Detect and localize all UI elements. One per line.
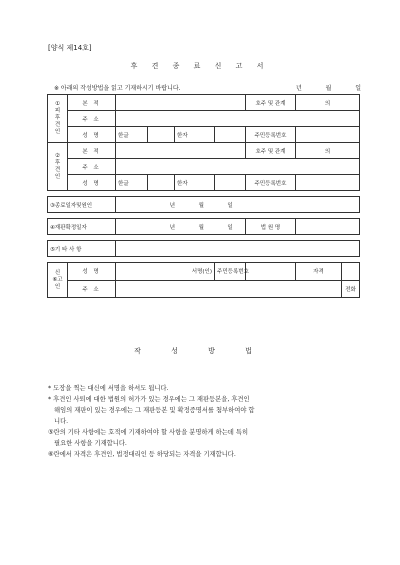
form-number: [양식 제14호] [48,44,92,52]
guide-line: * 도장을 찍는 대신에 서명을 하셔도 됩니다. [48,385,169,392]
year-label: 년 [296,85,302,92]
ward-hangul-field[interactable] [148,127,175,143]
guardian-name-row [48,175,360,191]
guardian-hanja-field[interactable] [215,175,246,191]
end-day-label: 일 [227,202,233,209]
guardian-hangul-field[interactable] [148,175,175,191]
reporter-name-row [48,263,360,281]
notice-text: ※ 아래의 작성방법을 읽고 기재하시기 바랍니다. [54,85,181,92]
ward-domicile-field[interactable] [116,95,246,111]
ward-address-label: 주 소 [68,111,116,127]
ward-hanja-label: 한자 [175,127,215,143]
guardian-head-relation-field[interactable]: 의 [296,143,360,159]
ward-head-relation-label: 호주 및 관계 [246,95,296,111]
end-date-row [48,197,360,213]
guardian-address-field[interactable] [116,159,360,175]
trial-date-field[interactable] [116,219,246,235]
guide-title: 작 성 방 법 [134,347,266,355]
guide-instructions [48,383,368,460]
ward-hanja-field[interactable] [215,127,246,143]
guide-line: 니다. [54,418,69,425]
end-month-label: 월 [198,202,204,209]
reporter-address-row [48,280,360,298]
guardian-resident-no-label: 주민등록번호 [246,175,296,191]
guardian-domicile-row [48,143,360,159]
sign-label: 서명(인) [191,269,212,276]
ward-domicile-label: 본 적 [68,95,116,111]
other-matters-field[interactable] [116,241,360,257]
reporter-name-field[interactable] [116,263,215,281]
reporter-label: 신 ⑥고 인 [48,263,68,298]
month-label: 월 [325,85,332,92]
ward-name-row [48,127,360,143]
ward-address-field[interactable] [116,111,360,127]
day-label: 일 [355,85,361,92]
ward-name-label: 성 명 [68,127,116,143]
other-matters-label: ⑤기 타 사 항 [48,241,116,257]
ward-resident-no-field[interactable] [296,127,360,143]
court-name-label: 법 원 명 [246,219,296,235]
reporter-phone-label: 전화 [342,280,360,298]
court-name-field[interactable] [296,219,360,235]
form-title: 후 견 종 료 신 고 서 [130,62,270,70]
ward-head-relation-field[interactable]: 의 [296,95,360,111]
guardian-head-relation-label: 호주 및 관계 [246,143,296,159]
other-matters-row [48,241,360,257]
reporter-resident-no-field[interactable] [246,263,296,281]
guardian-address-row [48,159,360,175]
reporter-resident-no-label: 주민등록번호 [215,263,246,281]
trial-month-label: 월 [198,224,204,231]
reporter-qualification-label: 자격 [296,263,342,281]
guide-line: 필요한 사항을 기재합니다. [54,440,127,447]
ward-address-row [48,111,360,127]
guardian-hangul-label: 한글 [116,175,148,191]
guardian-address-label: 주 소 [68,159,116,175]
ward-domicile-row [48,95,360,111]
guide-line: ⑤란의 기타 사항에는 호적에 기재하여야 할 사항을 분명하게 하는데 특히 [48,429,249,436]
guide-line: * 후견인 사퇴에 대한 법원의 허가가 있는 경우에는 그 재판등본을, 후견인 [48,396,250,403]
reporter-qualification-field[interactable] [342,263,360,281]
trial-date-label: ④재판확정일자 [48,219,116,235]
guide-line: ⑥란에서 자격은 후견인, 법정대리인 등 하당되는 자격을 기재합니다. [48,451,236,458]
ward-resident-no-label: 주민등록번호 [246,127,296,143]
guardian-resident-no-field[interactable] [296,175,360,191]
end-date-field[interactable] [116,197,360,213]
reporter-address-label: 주 소 [68,280,116,298]
reporter-address-field[interactable] [116,280,342,298]
guardian-label: ② 후 견 인 [48,143,68,191]
guardian-hanja-label: 한자 [175,175,215,191]
guardian-name-label: 성 명 [68,175,116,191]
guardian-domicile-label: 본 적 [68,143,116,159]
guardian-domicile-field[interactable] [116,143,246,159]
report-table [47,94,360,298]
trial-year-label: 년 [169,224,176,231]
end-date-label: ③종료일자및원인 [48,197,116,213]
ward-hangul-label: 한글 [116,127,148,143]
guide-line: 해임의 재판이 있는 경우에는 그 재판등본 및 확정증명서를 첨부하여야 합 [54,407,255,414]
end-year-label: 년 [169,202,176,209]
reporter-name-label: 성 명 [68,263,116,281]
trial-day-label: 일 [227,224,233,231]
report-date [296,83,361,92]
trial-date-row [48,219,360,235]
ward-label: ① 피 후 견 인 [48,95,68,143]
